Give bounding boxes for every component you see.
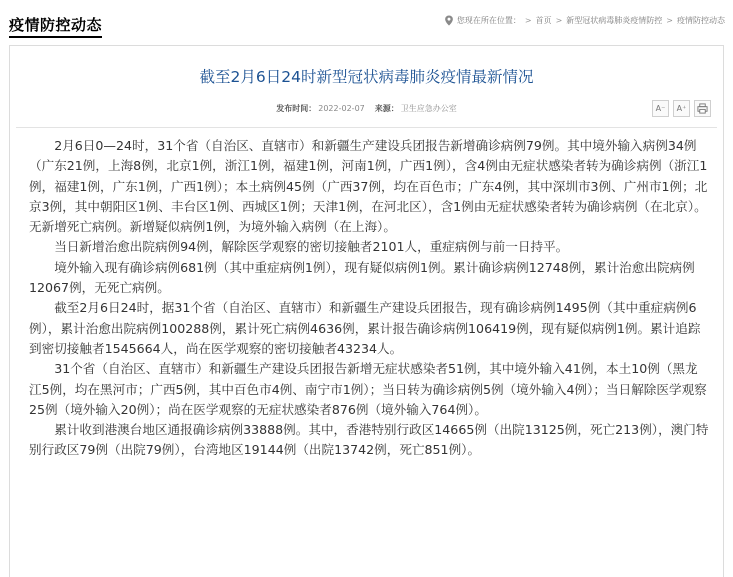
article-tools (652, 100, 711, 117)
published-date: 2022-02-07 (318, 104, 365, 113)
font-increase-button[interactable]: A⁺ (673, 100, 690, 117)
article-title: 截至2月6日24时新型冠状病毒肺炎疫情最新情况 (199, 68, 534, 86)
breadcrumb-link-covid-prevention[interactable]: 新型冠状病毒肺炎疫情防控 (566, 16, 663, 25)
article-meta (10, 103, 723, 114)
breadcrumb-separator: > (555, 16, 563, 25)
article-paragraph: 累计收到港澳台地区通报确诊病例33888例。其中，香港特别行政区14665例（出院13125例，死亡213例），澳门特别行政区79例（出院79例），台湾地区19144例（出院13742例，死亡851例）。 (29, 422, 709, 458)
article-panel (9, 45, 724, 577)
breadcrumb-separator: > (524, 16, 532, 25)
location-pin-icon (444, 15, 454, 26)
section-title: 疫情防控动态 (9, 16, 103, 34)
breadcrumb-link-current[interactable]: 疫情防控动态 (677, 16, 725, 25)
source-label: 来源： (374, 104, 399, 113)
breadcrumb (444, 15, 725, 26)
article-paragraph: 截至2月6日24时，据31个省（自治区、直辖市）和新疆生产建设兵团报告，现有确诊病例1495例（其中重症病例6例），累计治愈出院病例100288例，累计死亡病例4636例，累计报告确诊病例106419例，现有疑似病例1例。累计追踪到密切接触者1545664人，尚在医学观察的密切接触者43234人。 (29, 300, 701, 356)
published-label: 发布时间： (276, 104, 317, 113)
print-button[interactable] (694, 100, 711, 117)
top-bar (0, 0, 733, 42)
breadcrumb-separator: > (666, 16, 673, 25)
printer-icon (697, 103, 708, 114)
breadcrumb-link-home[interactable]: 首页 (535, 16, 552, 25)
font-decrease-button[interactable]: A⁻ (652, 100, 669, 117)
breadcrumb-prefix: 您现在所在位置： (456, 16, 521, 25)
article-body (29, 136, 709, 461)
article-paragraph: 2月6日0—24时，31个省（自治区、直辖市）和新疆生产建设兵团报告新增确诊病例79例。其中境外输入病例34例（广东21例，上海8例，北京1例，浙江1例，福建1例，河南1例，广西1例），含4例由无症状感染者转为确诊病例（浙江1例，福建1例，广东1例，广西1例）；本土病例45例（广西37例，均在百色市；广东4例，其中深圳市3例、广州市1例；北京3例，其中朝阳区1例、丰台区1例、西城区1例；天津1例，在河北区），含1例由无症状感染者转为确诊病例（在北京）。无新增死亡病例。新增疑似病例1例，为境外输入病例（在上海）。 (29, 138, 708, 235)
article-paragraph: 境外输入现有确诊病例681例（其中重症病例1例），现有疑似病例1例。累计确诊病例12748例，累计治愈出院病例12067例，无死亡病例。 (29, 259, 695, 296)
divider (16, 127, 717, 128)
article-paragraph: 31个省（自治区、直辖市）和新疆生产建设兵团报告新增无症状感染者51例，其中境外输入41例，本土10例（黑龙江5例，均在黑河市；广西5例，其中百色市4例、南宁市1例）；当日转为确诊病例5例（境外输入4例）；当日解除医学观察25例（境外输入20例）；尚在医学观察的无症状感染者876例（境外输入764例）。 (29, 361, 707, 417)
source-value: 卫生应急办公室 (400, 104, 457, 113)
article-paragraph: 当日新增治愈出院病例94例，解除医学观察的密切接触者2101人，重症病例与前一日持平。 (54, 239, 569, 255)
